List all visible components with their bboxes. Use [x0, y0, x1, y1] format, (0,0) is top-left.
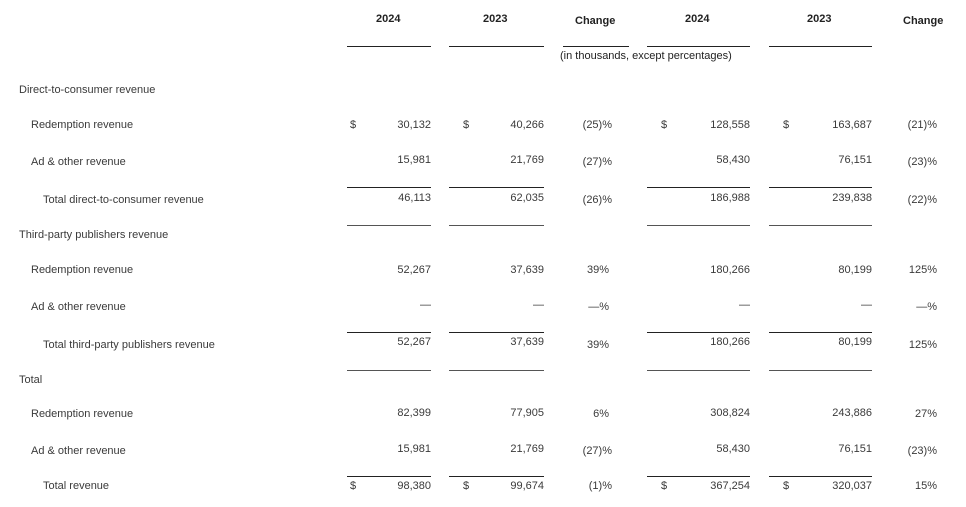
header-rule-change-q	[563, 46, 629, 47]
section-title-dtc: Direct-to-consumer revenue	[19, 84, 156, 96]
row-label: Ad & other revenue	[31, 445, 126, 457]
header-rule-2023-y	[769, 46, 872, 47]
cell-y2023: 80,199	[838, 264, 872, 276]
cell-qchg: (27)%	[582, 156, 612, 168]
cell-qchg: (1)%	[588, 480, 612, 492]
section-title-total: Total	[19, 374, 43, 386]
row-label: Total third-party publishers revenue	[43, 339, 215, 351]
cell-ychg: 125%	[908, 339, 937, 351]
subtotal-rule	[449, 187, 544, 188]
col-header-2024-y: 2024	[685, 13, 710, 25]
cell-q2024: 15,981	[397, 443, 431, 455]
cell-q2023: 40,266	[510, 119, 544, 131]
total-underline	[347, 225, 431, 226]
cell-q2023: —	[533, 299, 544, 311]
cell-q2023: 99,674	[510, 480, 544, 492]
row-label: Ad & other revenue	[31, 156, 126, 168]
row-label: Total direct-to-consumer revenue	[43, 194, 204, 206]
subtotal-rule	[647, 476, 750, 477]
subtotal-rule	[769, 332, 872, 333]
total-underline	[647, 225, 750, 226]
total-underline	[769, 370, 872, 371]
cell-y2023: 163,687	[832, 119, 872, 131]
currency-symbol: $	[350, 480, 357, 492]
cell-y2024: 186,988	[710, 192, 750, 204]
col-header-2023-y: 2023	[807, 13, 832, 25]
subtotal-rule	[647, 332, 750, 333]
header-rule-2024-q	[347, 46, 431, 47]
currency-symbol: $	[463, 119, 470, 131]
cell-q2024: 98,380	[397, 480, 431, 492]
col-header-2024-q: 2024	[376, 13, 401, 25]
cell-q2024: 30,132	[397, 119, 431, 131]
section-title-third-party: Third-party publishers revenue	[19, 229, 169, 241]
col-header-change-y: Change	[903, 15, 944, 27]
total-underline	[449, 370, 544, 371]
currency-symbol: $	[661, 119, 668, 131]
currency-symbol: $	[783, 119, 790, 131]
currency-symbol: $	[783, 480, 790, 492]
cell-ychg: 125%	[908, 264, 937, 276]
cell-q2023: 21,769	[510, 443, 544, 455]
cell-q2023: 37,639	[510, 336, 544, 348]
cell-y2024: —	[739, 299, 750, 311]
currency-symbol: $	[350, 119, 357, 131]
header-rule-2023-q	[449, 46, 544, 47]
cell-y2023: 243,886	[832, 407, 872, 419]
row-label: Redemption revenue	[31, 119, 134, 131]
cell-qchg: 39%	[586, 339, 609, 351]
cell-y2024: 58,430	[716, 154, 750, 166]
cell-q2023: 21,769	[510, 154, 544, 166]
cell-y2023: 239,838	[832, 192, 872, 204]
subtotal-rule	[347, 187, 431, 188]
subtotal-rule	[769, 187, 872, 188]
cell-q2023: 62,035	[510, 192, 544, 204]
cell-ychg: (21)%	[907, 119, 937, 131]
cell-q2024: 52,267	[397, 336, 431, 348]
row-label: Redemption revenue	[31, 264, 134, 276]
total-underline	[647, 370, 750, 371]
cell-q2024: 82,399	[397, 407, 431, 419]
cell-y2023: —	[861, 299, 872, 311]
cell-q2023: 37,639	[510, 264, 544, 276]
cell-ychg: —%	[916, 301, 937, 313]
cell-qchg: 6%	[593, 408, 609, 420]
cell-y2024: 308,824	[710, 407, 750, 419]
row-label: Ad & other revenue	[31, 301, 126, 313]
cell-y2023: 76,151	[838, 443, 872, 455]
subtotal-rule	[769, 476, 872, 477]
cell-y2024: 180,266	[710, 336, 750, 348]
currency-symbol: $	[661, 480, 668, 492]
cell-qchg: (25)%	[582, 119, 612, 131]
cell-ychg: (23)%	[907, 156, 937, 168]
cell-y2024: 58,430	[716, 443, 750, 455]
subtotal-rule	[347, 332, 431, 333]
col-header-2023-q: 2023	[483, 13, 508, 25]
cell-ychg: 15%	[914, 480, 937, 492]
cell-q2024: 15,981	[397, 154, 431, 166]
cell-q2024: —	[420, 299, 431, 311]
total-underline	[769, 225, 872, 226]
cell-qchg: (26)%	[582, 194, 612, 206]
cell-y2024: 180,266	[710, 264, 750, 276]
cell-qchg: (27)%	[582, 445, 612, 457]
cell-ychg: (23)%	[907, 445, 937, 457]
row-label: Redemption revenue	[31, 408, 134, 420]
cell-q2024: 46,113	[398, 192, 431, 204]
cell-qchg: 39%	[586, 264, 609, 276]
subtotal-rule	[449, 332, 544, 333]
row-label: Total revenue	[43, 480, 110, 492]
cell-y2024: 128,558	[710, 119, 750, 131]
subtotal-rule	[647, 187, 750, 188]
header-rule-2024-y	[647, 46, 750, 47]
cell-qchg: —%	[588, 301, 609, 313]
col-header-change-q: Change	[575, 15, 616, 27]
cell-y2023: 76,151	[838, 154, 872, 166]
cell-ychg: 27%	[914, 408, 937, 420]
subtotal-rule	[347, 476, 431, 477]
cell-ychg: (22)%	[907, 194, 937, 206]
cell-y2024: 367,254	[710, 480, 750, 492]
total-underline	[449, 225, 544, 226]
units-note: (in thousands, except percentages)	[560, 50, 732, 62]
cell-q2023: 77,905	[510, 407, 544, 419]
cell-y2023: 80,199	[838, 336, 872, 348]
subtotal-rule	[449, 476, 544, 477]
total-underline	[347, 370, 431, 371]
cell-y2023: 320,037	[832, 480, 872, 492]
currency-symbol: $	[463, 480, 470, 492]
cell-q2024: 52,267	[397, 264, 431, 276]
